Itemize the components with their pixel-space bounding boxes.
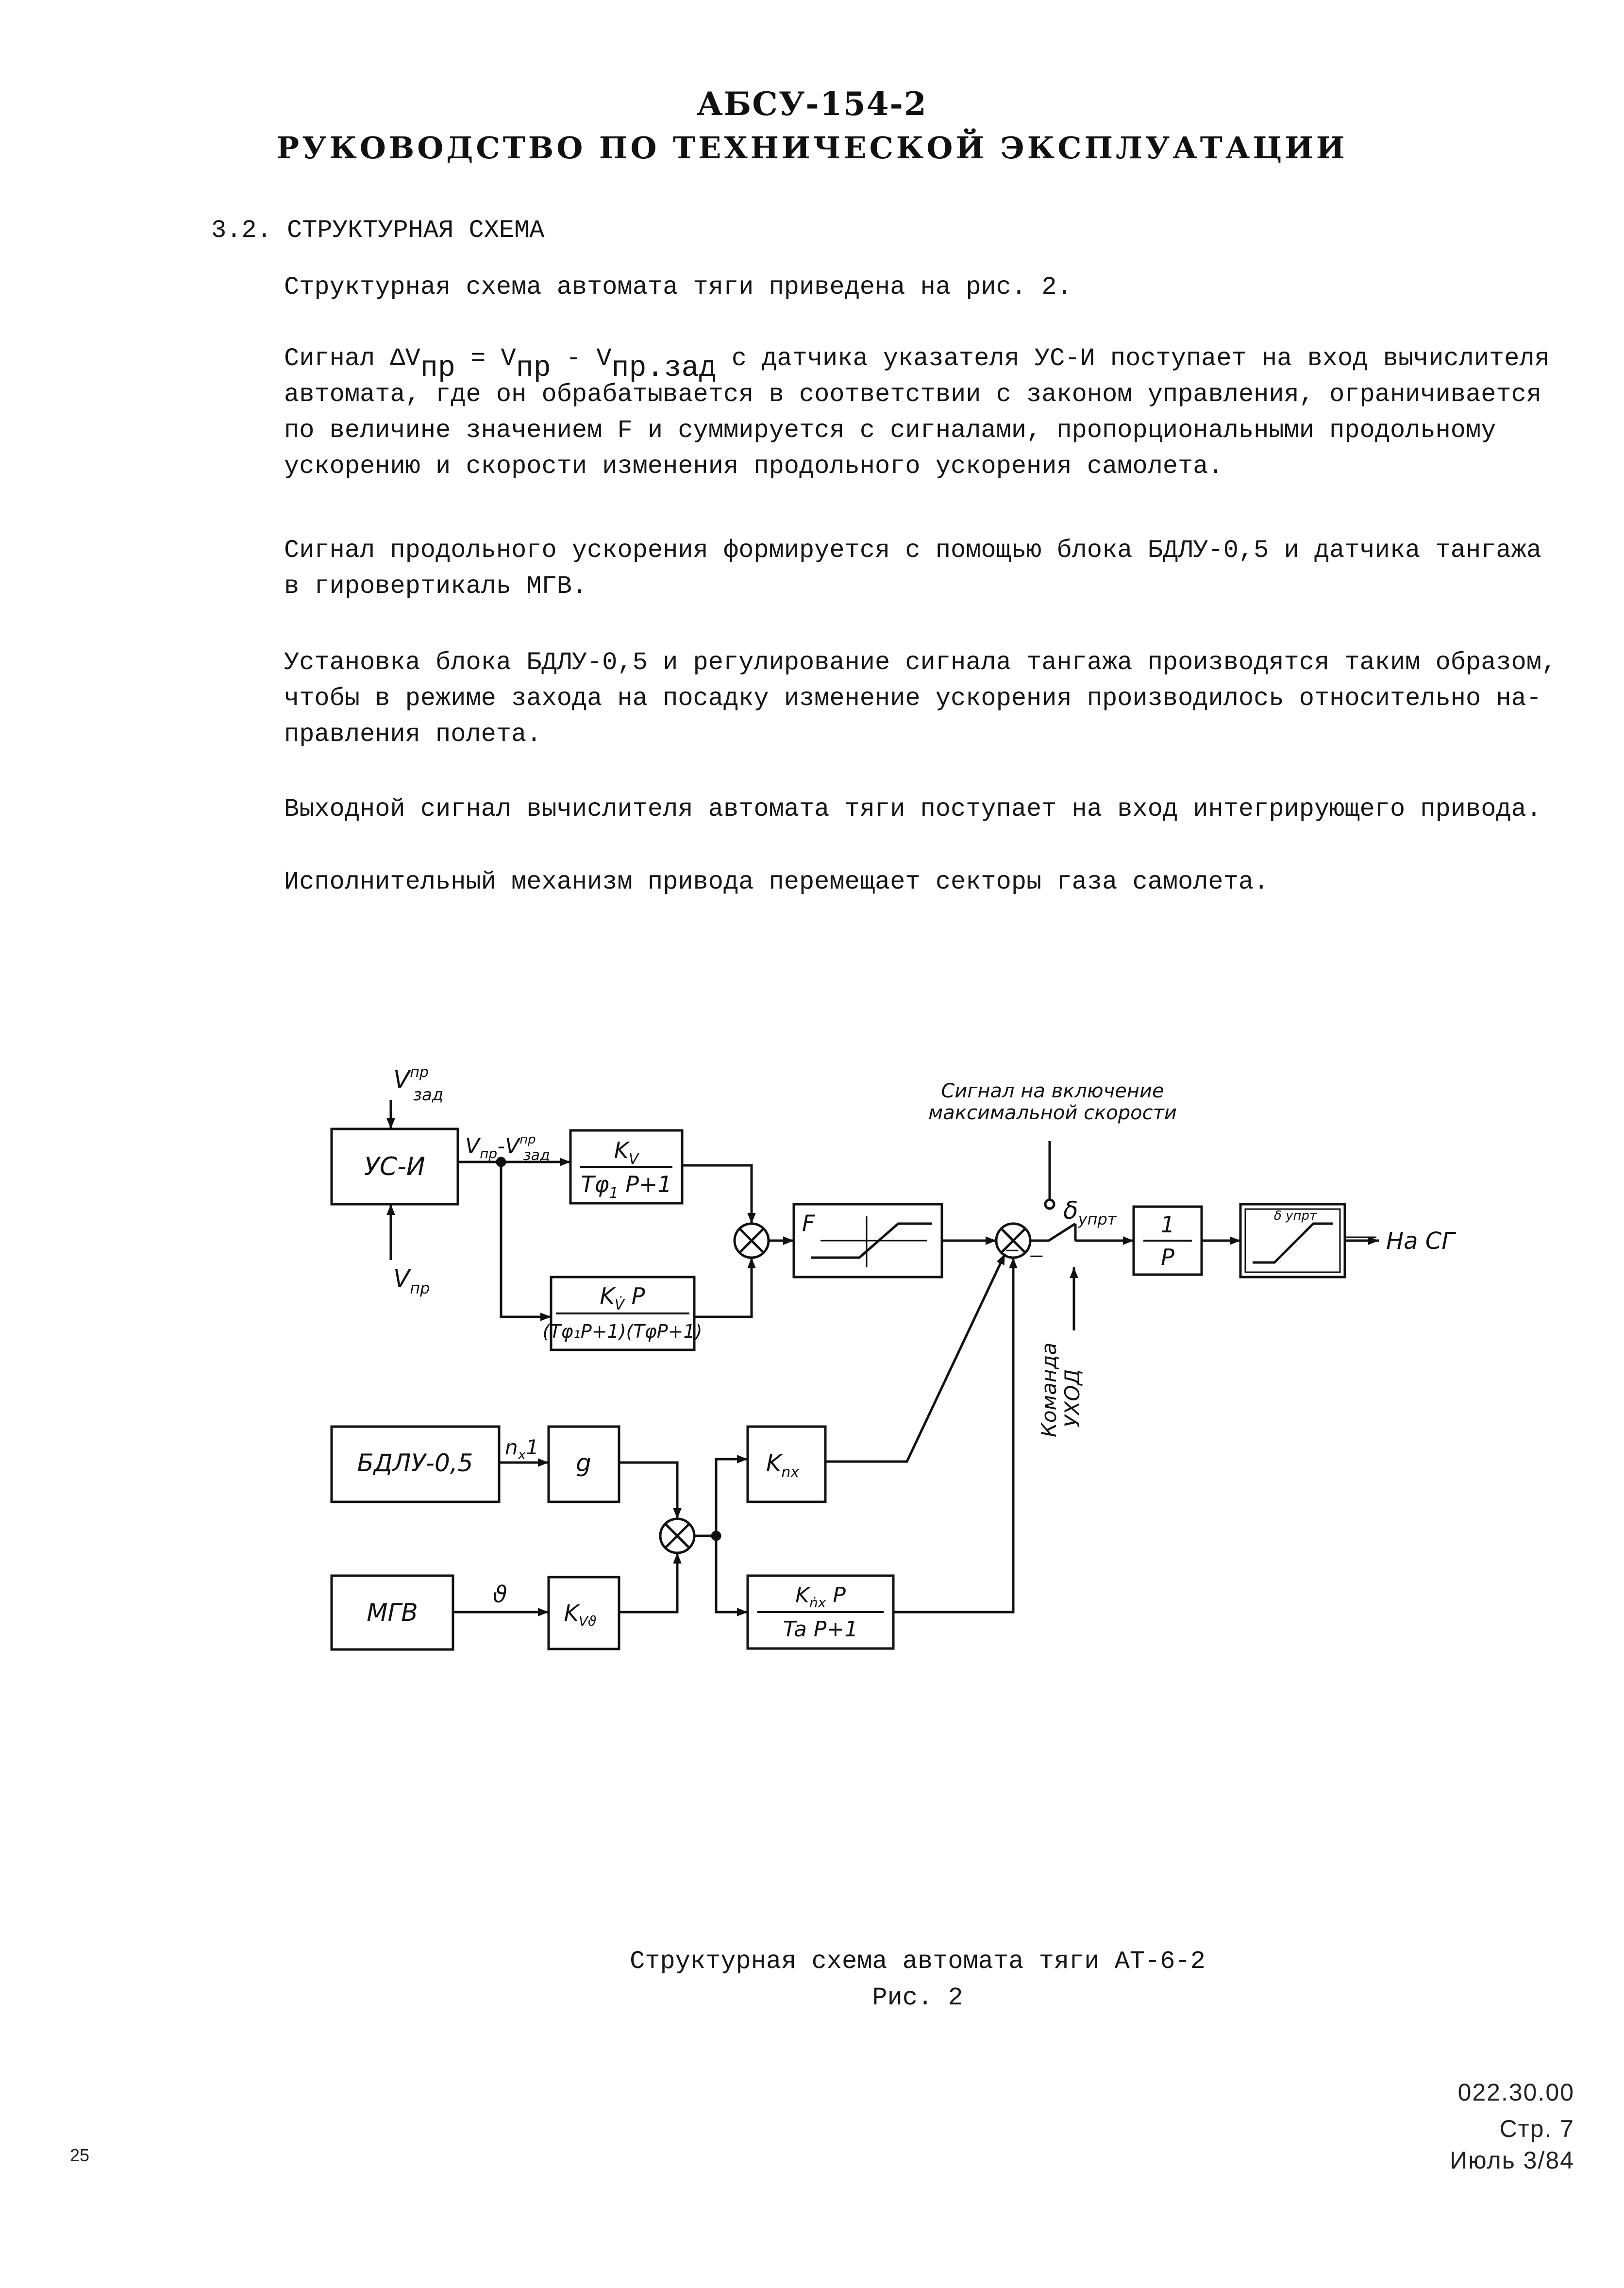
switch-signal-line1: Сигнал на включение xyxy=(941,1080,1164,1102)
knx-to-sum2 xyxy=(825,1254,1005,1462)
sum3-to-knx xyxy=(716,1459,748,1536)
kv-to-sum3 xyxy=(619,1553,677,1612)
tf2-numerator: $K_{V̇}$ P xyxy=(600,1283,645,1313)
vzad-label: $V^{пр}$ зад xyxy=(393,1064,444,1105)
err-to-tf2 xyxy=(501,1162,551,1317)
switch-blade xyxy=(1049,1224,1075,1241)
footer-page: Стр. 7 xyxy=(1499,2115,1574,2142)
paragraph-2-line-3: по величине значением F и суммируется с сигналами, пропорциональными продольному xyxy=(284,416,1496,445)
vpr-label: $V_{пр}$ xyxy=(393,1264,430,1297)
command-line1: Команда xyxy=(1037,1342,1061,1437)
knx-label: $K_{nx}$ xyxy=(766,1450,800,1481)
tf1-numerator: $K_V$ xyxy=(614,1137,639,1168)
switch-signal-line2: максимальной скорости xyxy=(928,1102,1177,1124)
err-label: $V_{пр}-V^{пр}$ зад xyxy=(465,1132,550,1164)
tf3-numerator: $K_{ṅx}$ P xyxy=(795,1583,846,1611)
tf2-to-sum1 xyxy=(694,1258,752,1317)
mgv-label: МГВ xyxy=(367,1598,418,1627)
paragraph-3-line-1: Сигнал продольного ускорения формируется с помощью блока БДЛУ-0,5 и датчика тангажа xyxy=(284,536,1542,565)
paragraph-2-line-1: Сигнал ΔVпр = Vпр - Vпр.зад с датчика указателя УС-И поступает на вход вычислителя xyxy=(284,344,1550,385)
theta-label: ϑ xyxy=(493,1581,507,1608)
tf1-to-sum1 xyxy=(682,1165,752,1224)
output-label: На СГ xyxy=(1386,1228,1455,1255)
g-label: g xyxy=(576,1449,591,1477)
paragraph-4-line-3: правления полета. xyxy=(284,720,542,749)
output-limiter-label: δ упрт xyxy=(1273,1209,1317,1223)
figure-caption: Структурная схема автомата тяги АТ-6-2 xyxy=(630,1947,1205,1976)
g-to-sum3 xyxy=(619,1463,677,1519)
bdlu-label: БДЛУ-0,5 xyxy=(357,1449,473,1477)
document-subtitle: РУКОВОДСТВО ПО ТЕХНИЧЕСКОЙ ЭКСПЛУАТАЦИИ xyxy=(276,130,1348,166)
sheet-number: 25 xyxy=(70,2145,90,2165)
paragraph-1: Структурная схема автомата тяги приведена на рис. 2. xyxy=(284,273,1072,302)
sum3-to-tf3 xyxy=(716,1536,748,1612)
kv-theta-label: $K_{Vϑ}$ xyxy=(564,1600,597,1629)
paragraph-4-line-1: Установка блока БДЛУ-0,5 и регулирование сигнала тангажа производятся таким образом, xyxy=(284,648,1557,677)
paragraph-4-line-2: чтобы в режиме захода на посадку изменение ускорения производилось относительно на- xyxy=(284,684,1542,713)
us-i-label: УС-И xyxy=(364,1152,425,1181)
nx1-label: $n_x1$ xyxy=(505,1435,539,1463)
delta-label: $\delta_{упрт}$ xyxy=(1063,1196,1117,1228)
paragraph-6: Исполнительный механизм привода перемещает секторы газа самолета. xyxy=(284,868,1269,896)
output-limiter-curve xyxy=(1253,1224,1333,1262)
minus-1: − xyxy=(1004,1239,1021,1262)
minus-2: − xyxy=(1028,1245,1045,1267)
document-title: АБСУ-154-2 xyxy=(697,85,927,123)
section-heading: 3.2. СТРУКТУРНАЯ СХЕМА xyxy=(211,216,545,245)
command-line2: УХОД xyxy=(1060,1369,1084,1428)
command-label-rotated xyxy=(1037,1343,1084,1437)
integrator-denominator: P xyxy=(1161,1244,1174,1270)
switch-contact xyxy=(1045,1200,1054,1209)
tf2-denominator: (Tφ₁P+1)(TφP+1) xyxy=(542,1321,703,1342)
tf1-denominator: $T\varphi_1$ P+1 xyxy=(581,1171,672,1202)
tf3-to-sum2 xyxy=(893,1258,1013,1612)
figure-number: Рис. 2 xyxy=(872,1984,963,2012)
integrator-numerator: 1 xyxy=(1160,1211,1175,1238)
tf3-denominator: Ta P+1 xyxy=(783,1617,858,1642)
footer-date: Июль 3/84 xyxy=(1450,2147,1574,2174)
paragraph-3-line-2: в гировертикаль МГВ. xyxy=(284,572,587,601)
paragraph-2-line-2: автомата, где он обрабатывается в соответствии с законом управления, ограничивается xyxy=(284,380,1542,409)
paragraph-5: Выходной сигнал вычислителя автомата тяги поступает на вход интегрирующего привода. xyxy=(284,795,1542,824)
paragraph-2-line-4: ускорению и скорости изменения продольного ускорения самолета. xyxy=(284,452,1223,481)
footer-doc-number: 022.30.00 xyxy=(1457,2079,1574,2106)
limiter-label: F xyxy=(802,1210,815,1236)
